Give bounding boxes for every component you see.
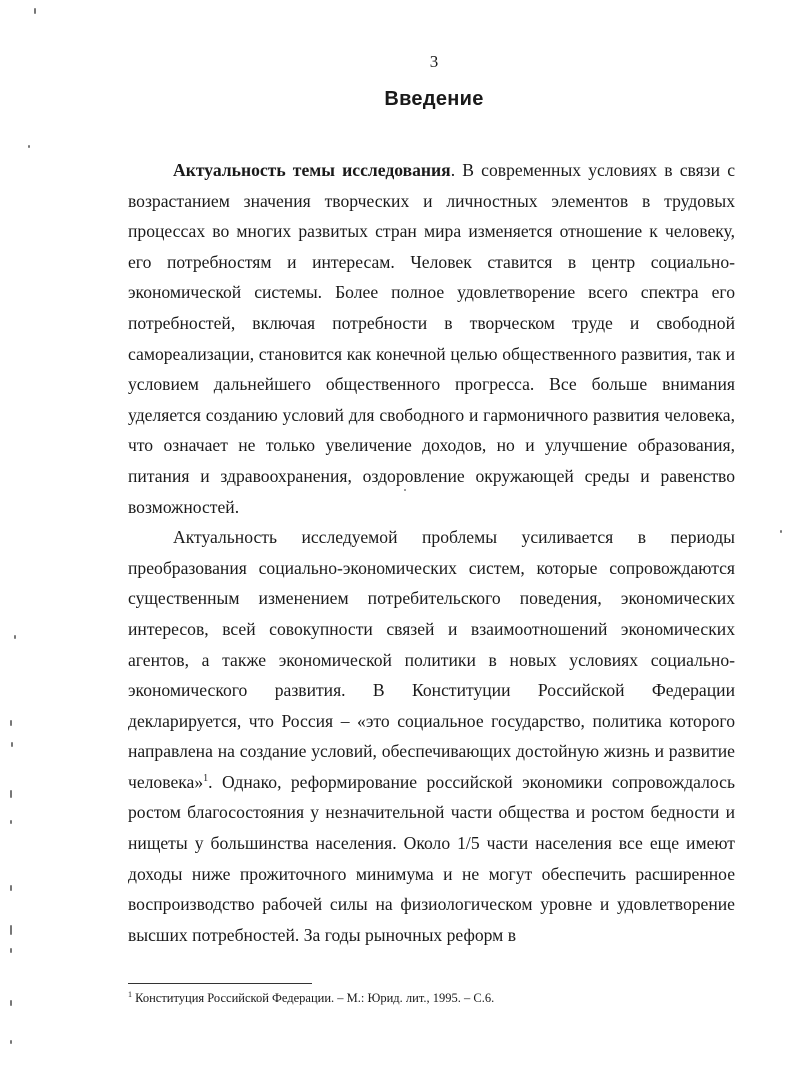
scan-speck xyxy=(10,820,12,824)
body-text xyxy=(128,155,735,950)
footnote-reference: 1 xyxy=(203,772,209,784)
scan-speck xyxy=(28,145,30,148)
scan-speck xyxy=(34,8,36,14)
section-heading: Введение xyxy=(384,88,484,110)
scan-speck xyxy=(10,885,12,891)
scan-speck xyxy=(10,948,12,953)
scan-speck xyxy=(780,530,782,533)
paragraph-2 xyxy=(128,522,735,950)
paragraph-1 xyxy=(128,155,735,522)
scan-speck xyxy=(11,742,13,747)
page-number: 3 xyxy=(429,52,439,71)
scan-speck xyxy=(14,635,16,639)
paragraph-text-after-note: . Однако, реформирование российской экономики сопровождалось ростом благосостояния у незначительной части общества и ростом бедности и нищеты у большинства населения. Около 1/5 части населения все еще имеют доходы ниже прожиточного минимума и не могут обеспечить расширенное воспроизводство рабочей силы на физиологическом уровне и удовлетворение высших потребностей. За годы рыночных реформ в xyxy=(128,771,735,945)
paragraph-text-before-note: Актуальность исследуемой проблемы усиливается в периоды преобразования социально-экономических систем, которые сопровождаются существенным изменением потребительского поведения, экономических интересов, всей совокупности связей и взаимоотношений экономических агентов, а также экономической политики в новых условиях социально-экономического развития. В Конституции Российской Федерации декларируется, что Россия – «это социальное государство, политика которого направлена на создание условий, обеспечивающих достойную жизнь и развитие человека» xyxy=(128,527,735,792)
paragraph-lead: Актуальность темы исследования xyxy=(173,160,451,180)
paragraph-text: . В современных условиях в связи с возрастанием значения творческих и личностных элементов в трудовых процессах во многих развитых стран мира изменяется отношение к человеку, его потребностям и интересам. Человек ставится в центр социально-экономической системы. Более полное удовлетворение всего спектра его потребностей, включая потребности в творческом труде и свободной самореализации, становится как конечной целью общественного развития, так и условием дальнейшего общественного прогресса. Все больше внимания уделяется созданию условий для свободного и гармоничного развития человека, что означает не только увеличение доходов, но и улучшение образования, питания и здравоохранения, оздоровление окружающей среды и равенство возможностей. xyxy=(128,160,736,517)
scan-speck xyxy=(10,1000,12,1006)
scan-speck xyxy=(10,1040,12,1044)
footnote xyxy=(128,990,735,1006)
scan-speck xyxy=(404,489,406,491)
scan-speck xyxy=(10,720,12,726)
footnote-text: Конституция Российской Федерации. – М.: Юрид. лит., 1995. – С.6. xyxy=(132,991,495,1005)
footnote-mark: 1 xyxy=(128,990,132,999)
scan-speck xyxy=(10,925,12,935)
footnote-separator xyxy=(128,983,312,984)
scan-speck xyxy=(10,790,12,798)
